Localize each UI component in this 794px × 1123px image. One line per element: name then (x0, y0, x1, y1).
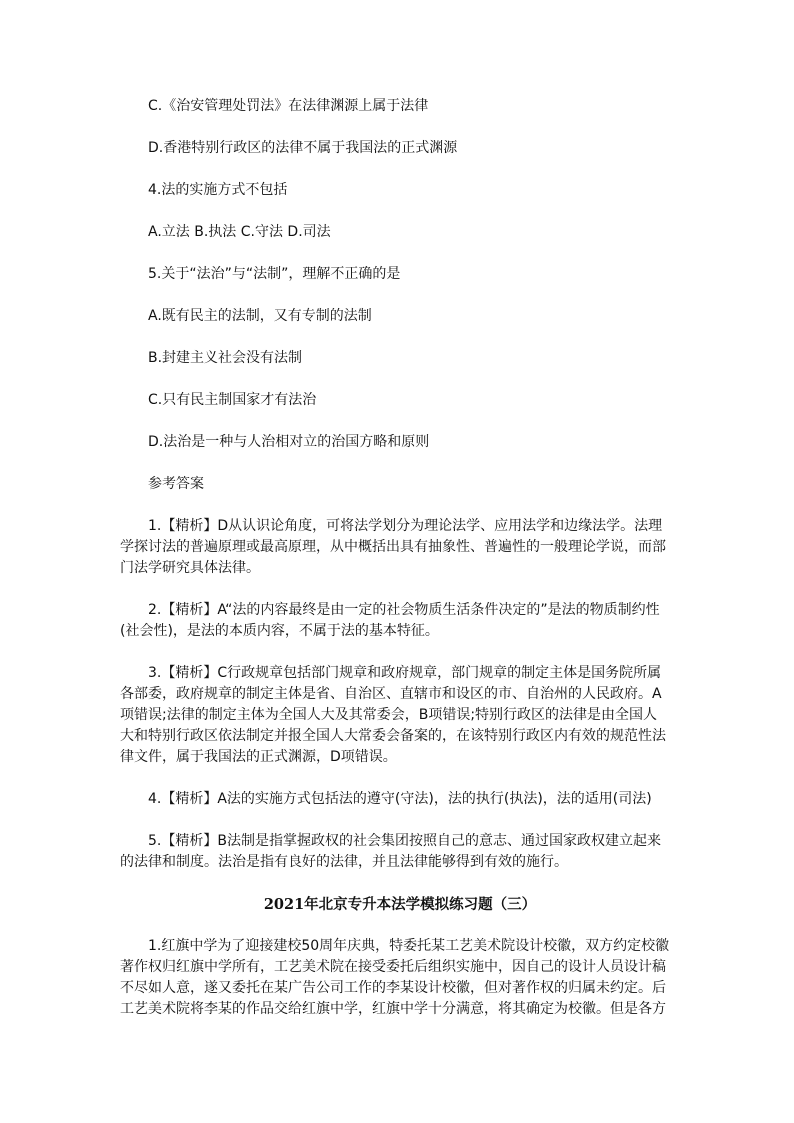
text-line: B.封建主义社会没有法制 (148, 350, 303, 366)
text-line: D.法治是一种与人治相对立的治国方略和原则 (148, 434, 430, 450)
text-line: 4.【精析】A法的实施方式包括法的遵守(守法)，法的执行(执法)，法的适用(司法) (148, 791, 652, 807)
paragraph (120, 348, 680, 369)
text-line: 工艺美术院将李某的作品交给红旗中学，红旗中学十分满意，将其确定为校徽。但是各方 (120, 1001, 666, 1017)
text-line: 3.【精析】C行政规章包括部门规章和政府规章，部门规章的制定主体是国务院所属 (148, 665, 662, 681)
paragraph (120, 306, 680, 327)
text-line: 不尽如人意，遂又委托在某广告公司工作的李某设计校徽，但对著作权的归属未约定。后 (120, 980, 666, 996)
paragraph (120, 180, 680, 201)
paragraph (120, 96, 680, 117)
text-line: 1.红旗中学为了迎接建校50周年庆典，特委托某工艺美术院设计校徽，双方约定校徽 (148, 938, 670, 954)
paragraph (120, 390, 680, 411)
section-title (120, 894, 680, 915)
text-line: 2021年北京专升本法学模拟练习题（三） (263, 896, 537, 913)
text-line: 著作权归红旗中学所有，工艺美术院在接受委托后组织实施中，因自己的设计人员设计稿 (120, 959, 666, 975)
text-line: 5.关于“法治”与“法制”，理解不正确的是 (148, 266, 401, 282)
text-line: A.立法 B.执法 C.守法 D.司法 (148, 224, 331, 240)
text-line: 的法律和制度。法治是指有良好的法律，并且法律能够得到有效的施行。 (120, 854, 568, 870)
paragraph (120, 936, 680, 1020)
text-line: 学探讨法的普遍原理或最高原理，从中概括出具有抽象性、普遍性的一般理论学说，而部 (120, 539, 666, 555)
paragraph (120, 516, 680, 579)
text-line: C.只有民主制国家才有法治 (148, 392, 317, 408)
paragraph (120, 138, 680, 159)
paragraph (120, 663, 680, 768)
text-line: 4.法的实施方式不包括 (148, 182, 288, 198)
text-line: 各部委，政府规章的制定主体是省、自治区、直辖市和设区的市、自治州的人民政府。A (120, 686, 662, 702)
text-line: 律文件，属于我国法的正式渊源，D项错误。 (120, 749, 397, 765)
document-page (120, 96, 680, 1041)
text-line: 2.【精析】A“法的内容最终是由一定的社会物质生活条件决定的”是法的物质制约性 (148, 602, 660, 618)
text-line: 5.【精析】B法制是指掌握政权的社会集团按照自己的意志、通过国家政权建立起来 (148, 833, 661, 849)
text-line: 参考答案 (148, 476, 204, 492)
paragraph (120, 432, 680, 453)
text-line: 1.【精析】D从认识论角度，可将法学划分为理论法学、应用法学和边缘法学。法理 (148, 518, 663, 534)
text-line: 项错误;法律的制定主体为全国人大及其常委会，B项错误;特别行政区的法律是由全国人 (120, 707, 658, 723)
text-line: (社会性)，是法的本质内容，不属于法的基本特征。 (120, 623, 439, 639)
text-line: C.《治安管理处罚法》在法律渊源上属于法律 (148, 98, 429, 114)
paragraph (120, 789, 680, 810)
paragraph (120, 600, 680, 642)
text-line: 门法学研究具体法律。 (120, 560, 260, 576)
text-line: 大和特别行政区依法制定并报全国人大常委会备案的，在该特别行政区内有效的规范性法 (120, 728, 666, 744)
text-line: D.香港特别行政区的法律不属于我国法的正式渊源 (148, 140, 458, 156)
paragraph (120, 474, 680, 495)
paragraph (120, 222, 680, 243)
paragraph (120, 264, 680, 285)
paragraph (120, 831, 680, 873)
text-line: A.既有民主的法制，又有专制的法制 (148, 308, 372, 324)
